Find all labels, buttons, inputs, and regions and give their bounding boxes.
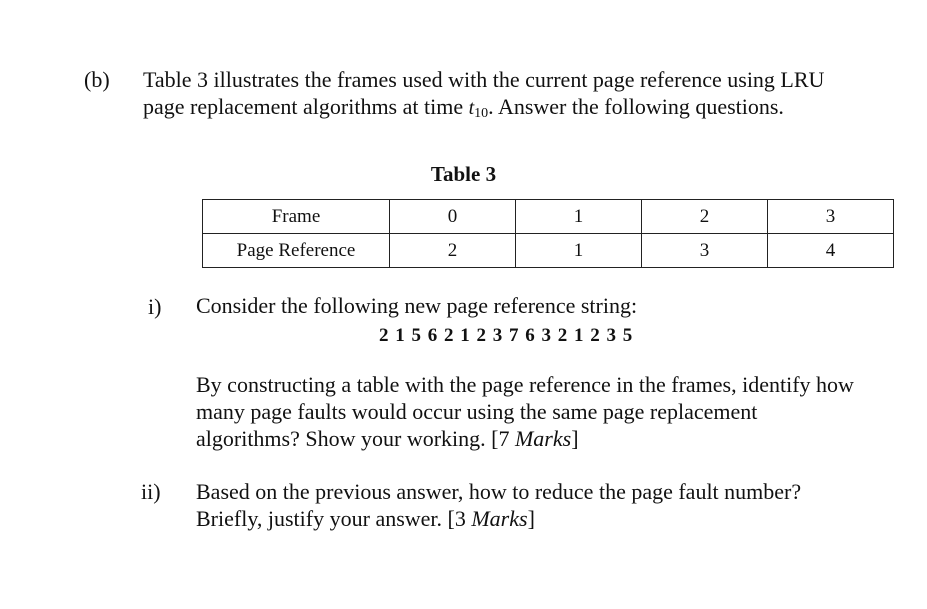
intro-line-2-post: . Answer the following questions. (488, 94, 784, 119)
part-i-line-1: Consider the following new page reference string: (196, 293, 638, 318)
page-ref-cell: 3 (642, 234, 768, 268)
intro-line-2 (143, 93, 824, 127)
question-intro (143, 66, 824, 127)
time-variable (469, 97, 489, 119)
part-i-para-line-2: many page faults would occur using the same page replacement (196, 399, 758, 424)
frame-cell: 2 (642, 200, 768, 234)
marks-close: ] (571, 426, 579, 451)
part-i-paragraph (196, 371, 854, 452)
intro-line-1: Table 3 illustrates the frames used with the current page reference using LRU (143, 67, 825, 92)
page-ref-cell: 1 (516, 234, 642, 268)
frame-cell: 1 (516, 200, 642, 234)
part-ii-text (196, 478, 801, 532)
marks-close: ] (527, 506, 535, 531)
page-ref-cell: 4 (768, 234, 894, 268)
table-title: Table 3 (430, 162, 497, 186)
time-letter: t (468, 97, 475, 119)
intro-line-2-pre: page replacement algorithms at time (143, 94, 469, 119)
part-i-para-line-3 (196, 425, 854, 452)
part-i-para-line-1: By constructing a table with the page reference in the frames, identify how (196, 372, 854, 397)
row-header-page-reference: Page Reference (203, 234, 390, 268)
marks-word: Marks (514, 426, 572, 451)
part-ii-label: ii) (141, 479, 161, 504)
part-ii-line-2-pre: Briefly, justify your answer. [3 (196, 506, 472, 531)
part-ii-line-2 (196, 505, 801, 532)
frame-cell: 0 (390, 200, 516, 234)
row-header-frame: Frame (203, 200, 390, 234)
frames-table (202, 199, 894, 268)
part-ii-line-1: Based on the previous answer, how to reduce the page fault number? (196, 479, 802, 504)
time-subscript: 10 (474, 106, 489, 121)
table-row-frame (203, 200, 894, 234)
table-row-page-reference (203, 234, 894, 268)
question-label: (b) (84, 67, 110, 92)
reference-string: 2 1 5 6 2 1 2 3 7 6 3 2 1 2 3 5 (379, 325, 634, 346)
frame-cell: 3 (768, 200, 894, 234)
page-ref-cell: 2 (390, 234, 516, 268)
part-i-label: i) (148, 294, 162, 319)
part-i-para-line-3-pre: algorithms? Show your working. [7 (196, 426, 515, 451)
marks-word: Marks (471, 506, 528, 531)
